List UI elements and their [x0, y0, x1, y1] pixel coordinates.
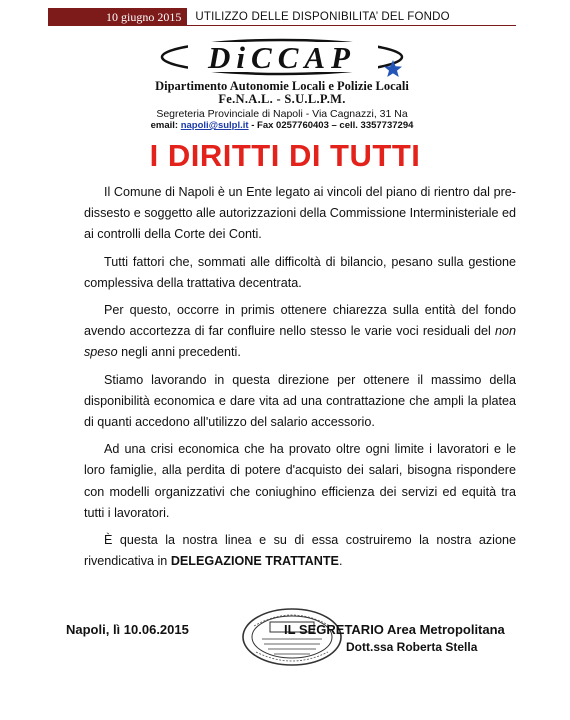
signature-block — [0, 604, 570, 674]
fax-cell: - Fax 0257760403 – cell. 3357737294 — [248, 120, 414, 131]
paragraph-3-italic: non speso — [84, 324, 516, 360]
paragraph-6-bold: DELEGAZIONE TRATTANTE — [170, 554, 339, 569]
email-label: email: — [150, 120, 181, 131]
signatory-role: IL SEGRETARIO Area Metropolitana — [284, 622, 505, 637]
logo-text: DiCCAP — [208, 40, 356, 75]
header-bar — [48, 8, 516, 26]
diccap-logo — [158, 34, 410, 80]
rubber-stamp-icon — [240, 606, 344, 668]
paragraph-6-start: È questa la nostra linea e su di essa costruiremo la nostra azione rivendicativa in — [84, 533, 516, 569]
star-icon — [384, 60, 402, 77]
publication-date: 10 giugno 2015 — [48, 8, 187, 26]
secretariat-address: Segreteria Provinciale di Napoli - Via Cagnazzi, 31 Na — [156, 108, 408, 120]
logo-graphic — [158, 34, 410, 80]
document-body — [84, 182, 516, 572]
signatory-name: Dott.ssa Roberta Stella — [346, 640, 478, 654]
header-title: UTILIZZO DELLE DISPONIBILITA’ DEL FONDO — [187, 8, 516, 26]
contact-line — [48, 120, 516, 132]
email-link[interactable]: napoli@sulpl.it — [180, 120, 249, 131]
paragraph-2: Tutti fattori che, sommati alle difficoltà di bilancio, pesano sulla gestione complessiva della trattativa decentrata. — [84, 254, 516, 290]
paragraph-3-start: Per questo, occorre in primis ottenere chiarezza sulla entità del fondo avendo accortezza di far confluire nello stesso le varie voci residuali del — [84, 303, 516, 339]
document-title: I DIRITTI DI TUTTI — [149, 138, 421, 173]
department-name: Dipartimento Autonomie Locali e Polizie Locali — [155, 79, 409, 93]
paragraph-6 — [84, 530, 516, 572]
paragraph-3 — [84, 300, 516, 364]
paragraph-5: Ad una crisi economica che ha provato oltre ogni limite i lavoratori e le loro famiglie, alla perdita di potere d'acquisto dei salari, bisogna rispondere con modelli organizzativi che coniughino efficienza dei servizi ed equità tra tutti i lavoratori. — [84, 442, 516, 520]
letterhead — [48, 80, 516, 132]
federation-name: Fe.N.A.L. - S.U.L.P.M. — [218, 92, 346, 106]
paragraph-6-end: . — [338, 554, 343, 569]
paragraph-3-end: negli anni precedenti. — [117, 345, 241, 360]
paragraph-4: Stiamo lavorando in questa direzione per ottenere il massimo della disponibilità economica e dare vita ad una contrattazione che ampli la platea di quanti accedono all'utilizzo del salario accessorio. — [84, 372, 516, 430]
place-date: Napoli, lì 10.06.2015 — [66, 622, 189, 637]
paragraph-1: Il Comune di Napoli è un Ente legato ai vincoli del piano di rientro dal pre-dissesto e soggetto alle autorizzazioni della Commissione Interministeriale ed ai controlli della Corte dei Conti. — [84, 185, 516, 242]
